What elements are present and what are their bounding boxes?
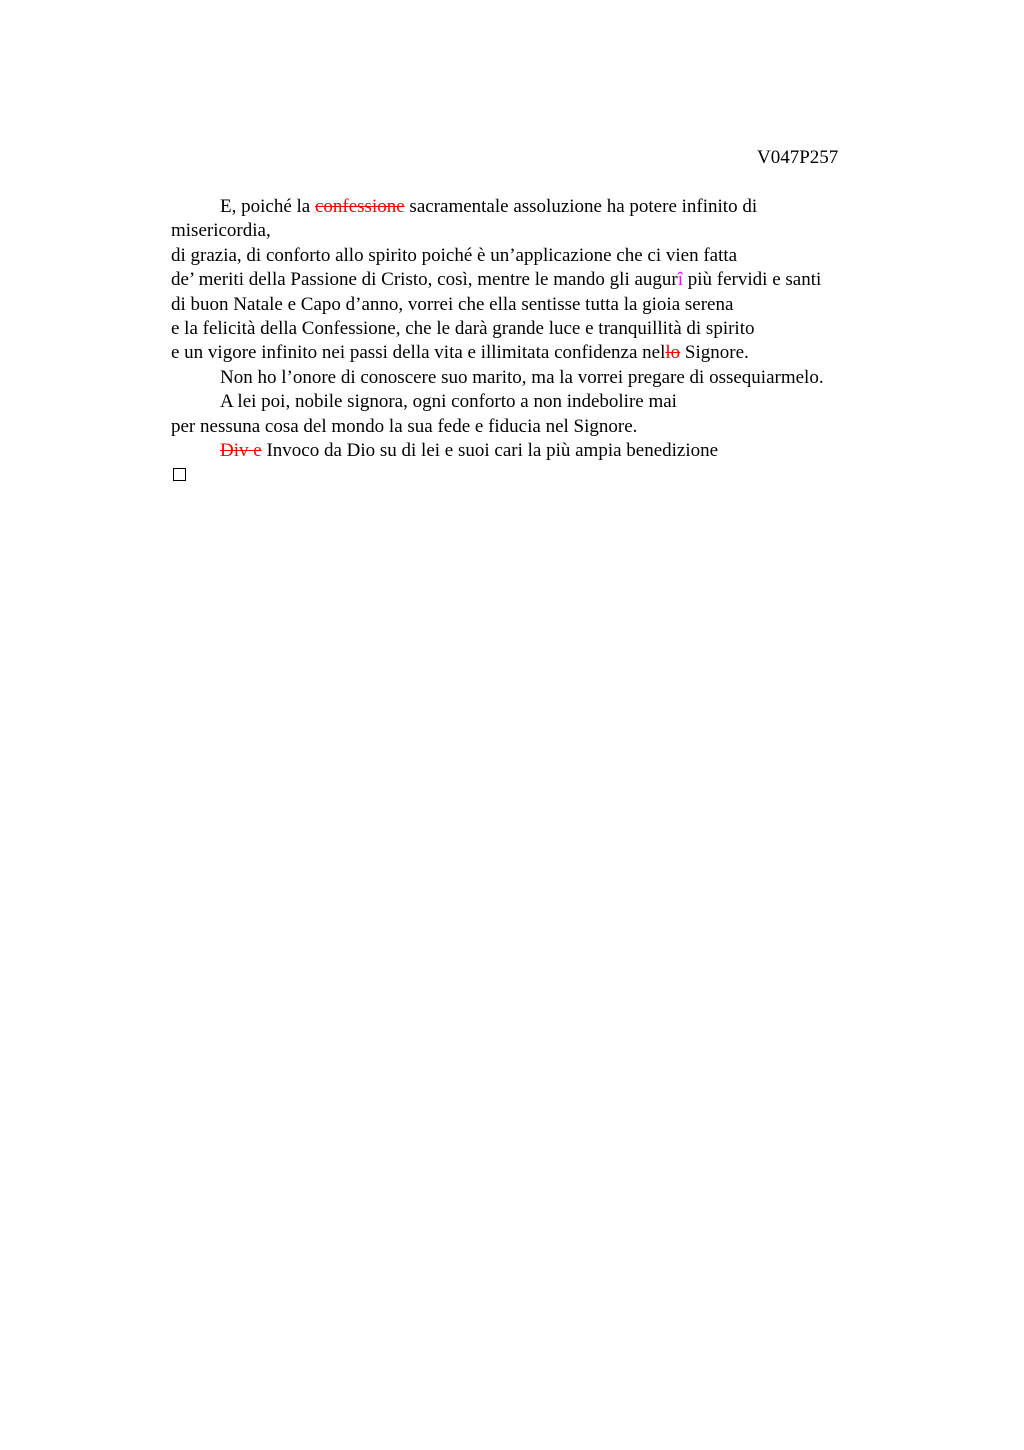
- text-line-2: misericordia,: [171, 220, 271, 242]
- text-line-1: [171, 195, 891, 219]
- text-line-4: [171, 268, 891, 292]
- deleted-word: Div e: [220, 440, 262, 462]
- text-line-3: di grazia, di conforto allo spirito poiché è un’applicazione che ci vien fatta: [171, 244, 738, 266]
- text-line-7: [171, 341, 891, 365]
- deleted-word: confessione: [314, 196, 405, 217]
- text-segment: sacramentale assoluzione ha potere infinito di: [404, 196, 758, 217]
- text-segment: E, poiché la: [220, 196, 315, 217]
- text-line-8: Non ho l’onore di conoscere suo marito, ma la vorrei pregare di ossequiarmelo.: [220, 366, 824, 388]
- letter-body: [171, 195, 891, 463]
- text-line-11: [171, 439, 891, 463]
- text-line-6: e la felicità della Confessione, che le darà grande luce e tranquillità di spirito: [171, 318, 755, 340]
- text-segment: Signore.: [680, 342, 749, 364]
- text-segment: e un vigore infinito nei passi della vita e illimitata confidenza nel: [171, 342, 666, 364]
- text-segment: de’ meriti della Passione di Cristo, così, mentre le mando gli augur: [171, 269, 678, 291]
- empty-square-icon: [173, 468, 186, 481]
- text-line-5: di buon Natale e Capo d’anno, vorrei che ella sentisse tutta la gioia serena: [171, 293, 734, 315]
- page-identifier: V047P257: [757, 147, 839, 168]
- text-line-9: A lei poi, nobile signora, ogni conforto a non indebolire mai: [220, 391, 677, 413]
- inserted-character: î: [677, 269, 684, 291]
- text-segment: Invoco da Dio su di lei e suoi cari la più ampia benedizione: [261, 440, 719, 462]
- deleted-word: lo: [665, 342, 681, 364]
- text-line-10: per nessuna cosa del mondo la sua fede e fiducia nel Signore.: [171, 415, 638, 437]
- text-segment: più fervidi e santi: [683, 269, 822, 291]
